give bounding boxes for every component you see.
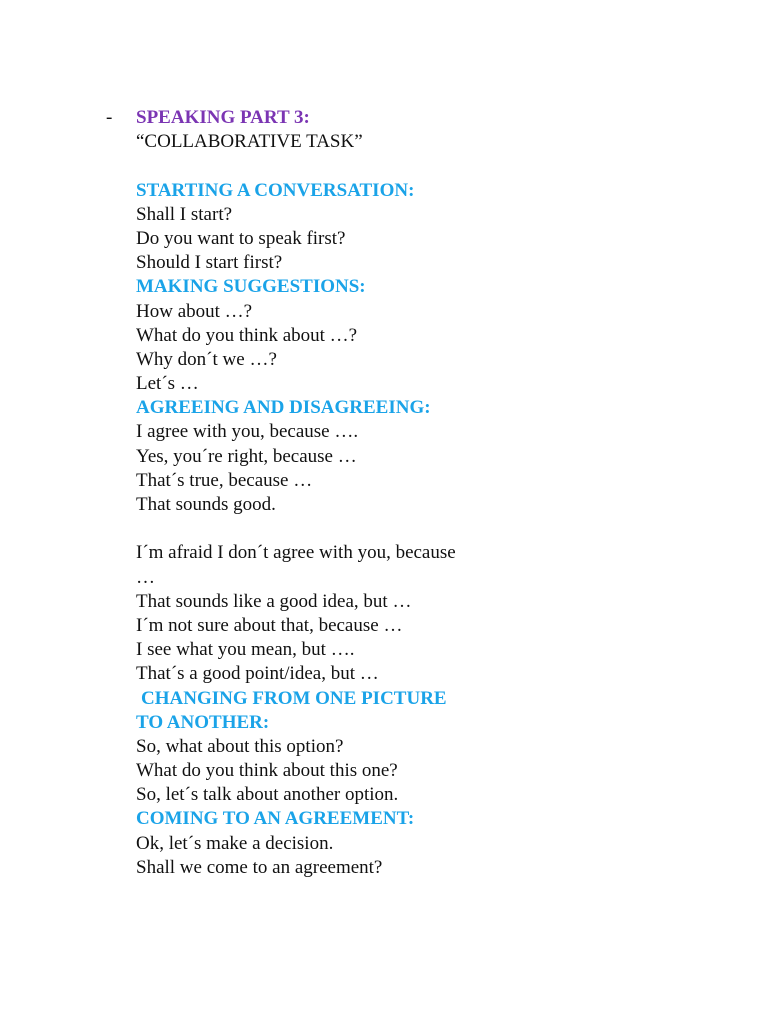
list-bullet: - (106, 107, 113, 128)
phrase-line: Ok, let´s make a decision. (136, 832, 334, 854)
phrase-line: That sounds like a good idea, but … (136, 590, 412, 612)
phrase-line: Why don´t we …? (136, 348, 277, 370)
section-heading-changing-cont: TO ANOTHER: (136, 711, 270, 733)
phrase-line: I´m not sure about that, because … (136, 614, 403, 636)
phrase-line: Shall I start? (136, 203, 233, 225)
section-heading-agreement: COMING TO AN AGREEMENT: (136, 808, 415, 830)
phrase-line: I see what you mean, but …. (136, 639, 355, 661)
phrase-line: Let´s … (136, 373, 199, 395)
phrase-line: I agree with you, because …. (136, 421, 359, 443)
phrase-line: What do you think about …? (136, 324, 358, 346)
phrase-line: I´m afraid I don´t agree with you, because (136, 542, 456, 564)
phrase-line: How about …? (136, 300, 253, 322)
phrase-line: Yes, you´re right, because … (136, 445, 357, 467)
phrase-line: Shall we come to an agreement? (136, 856, 383, 878)
phrase-line: What do you think about this one? (136, 760, 398, 782)
part-title: SPEAKING PART 3: (136, 107, 310, 128)
phrase-line: That´s true, because … (136, 469, 313, 491)
task-subtitle: “COLLABORATIVE TASK” (136, 131, 363, 153)
phrase-line: So, what about this option? (136, 735, 344, 757)
phrase-line: … (136, 566, 155, 588)
phrase-line: Should I start first? (136, 252, 283, 274)
section-heading-changing: CHANGING FROM ONE PICTURE (141, 687, 447, 709)
section-heading-starting: STARTING A CONVERSATION: (136, 179, 415, 201)
blank-line (136, 517, 736, 541)
document-content (136, 106, 736, 880)
phrase-line: That´s a good point/idea, but … (136, 663, 379, 685)
phrase-line: So, let´s talk about another option. (136, 784, 399, 806)
section-heading-agreeing: AGREEING AND DISAGREEING: (136, 397, 431, 419)
section-heading-suggestions: MAKING SUGGESTIONS: (136, 276, 366, 298)
blank-line (136, 154, 736, 178)
phrase-line: That sounds good. (136, 494, 276, 515)
phrase-line: Do you want to speak first? (136, 227, 346, 249)
